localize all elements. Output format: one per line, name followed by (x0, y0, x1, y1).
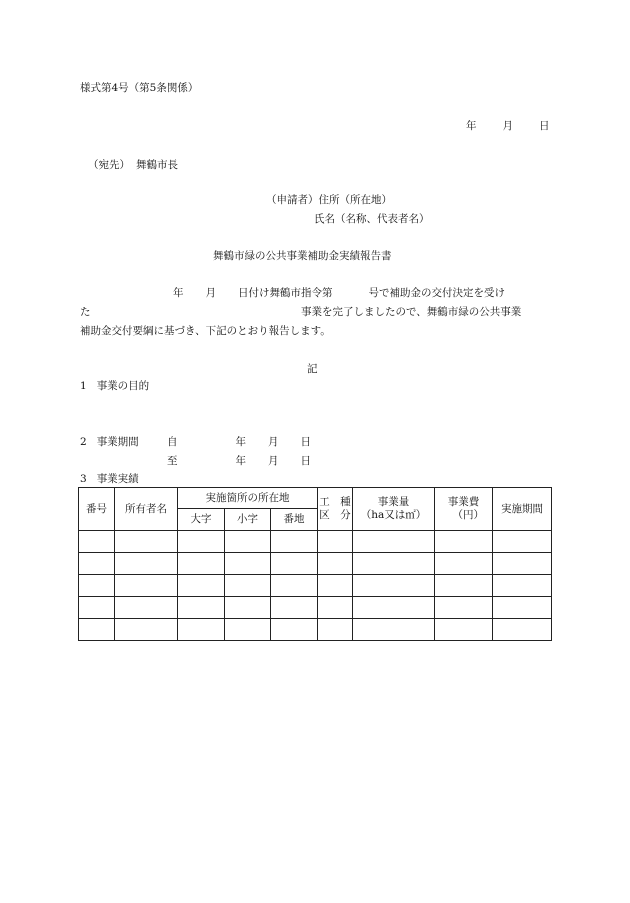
body-directive: 日付け舞鶴市指令第 (238, 287, 333, 299)
table-cell[interactable] (79, 531, 115, 553)
item-2-num: 2 (80, 436, 87, 448)
period-from-label: 自 (167, 436, 178, 448)
header-amount-bottom: （ha又は㎡） (360, 509, 427, 521)
table-cell[interactable] (115, 531, 178, 553)
body-line-2: 事業を完了しましたので、舞鶴市緑の公共事業 (301, 306, 522, 318)
table-cell[interactable] (493, 553, 552, 575)
table-cell[interactable] (353, 531, 435, 553)
body-line-3: 補助金交付要綱に基づき、下記のとおり報告します。 (80, 325, 331, 337)
header-koaza: 小字 (225, 509, 271, 531)
table-cell[interactable] (178, 553, 225, 575)
table-cell[interactable] (271, 531, 318, 553)
table-cell[interactable] (318, 531, 353, 553)
item-2 (80, 435, 139, 449)
body-month: 月 (205, 287, 216, 299)
addressee (88, 158, 178, 172)
table-cell[interactable] (493, 619, 552, 641)
table-cell[interactable] (225, 531, 271, 553)
table-cell[interactable] (79, 575, 115, 597)
period-to-month: 月 (268, 455, 279, 467)
table-cell[interactable] (435, 553, 493, 575)
date-line (466, 119, 550, 133)
table-cell[interactable] (178, 531, 225, 553)
period-to (167, 454, 311, 468)
item-3-num: 3 (80, 473, 87, 485)
table-cell[interactable] (435, 619, 493, 641)
header-amount (353, 488, 435, 531)
table-cell[interactable] (115, 597, 178, 619)
period-from-year: 年 (235, 436, 246, 448)
table-cell[interactable] (435, 575, 493, 597)
header-cost (435, 488, 493, 531)
table-cell[interactable] (353, 575, 435, 597)
table-cell[interactable] (318, 619, 353, 641)
period-from-month: 月 (268, 436, 279, 448)
body-decision: 号で補助金の交付決定を受け (368, 287, 505, 299)
table-cell[interactable] (271, 597, 318, 619)
table-cell[interactable] (271, 553, 318, 575)
table-row (79, 575, 552, 597)
period-to-year: 年 (235, 455, 246, 467)
body-line-2-head: た (80, 306, 91, 318)
addressee-label: （宛先） (88, 159, 130, 171)
item-3 (80, 472, 139, 486)
item-1 (80, 379, 149, 393)
item-1-label: 事業の目的 (96, 380, 150, 392)
header-kind-bottom: 区 分 (319, 509, 351, 521)
table-row (79, 597, 552, 619)
header-period: 実施期間 (493, 488, 552, 531)
item-3-label: 事業実績 (96, 473, 139, 485)
period-to-label: 至 (167, 455, 178, 467)
table-cell[interactable] (493, 575, 552, 597)
table-cell[interactable] (178, 575, 225, 597)
table-cell[interactable] (318, 597, 353, 619)
header-cost-bottom: （円） (452, 509, 485, 521)
header-amount-top: 事業量 (377, 496, 410, 508)
table-cell[interactable] (271, 575, 318, 597)
period-from-day: 日 (300, 436, 311, 448)
header-number: 番号 (79, 488, 115, 531)
results-table (78, 487, 552, 641)
table-cell[interactable] (79, 597, 115, 619)
table-cell[interactable] (435, 531, 493, 553)
date-month: 月 (502, 120, 513, 132)
header-cost-top: 事業費 (447, 496, 480, 508)
date-year: 年 (466, 120, 477, 132)
header-kind (318, 488, 353, 531)
date-day: 日 (539, 120, 550, 132)
body-line-1 (173, 286, 505, 300)
table-row (79, 553, 552, 575)
table-cell[interactable] (115, 575, 178, 597)
table-cell[interactable] (271, 619, 318, 641)
table-cell[interactable] (225, 619, 271, 641)
table-cell[interactable] (225, 597, 271, 619)
form-number: 様式第4号（第5条関係） (80, 82, 199, 94)
table-cell[interactable] (353, 619, 435, 641)
table-cell[interactable] (115, 553, 178, 575)
applicant-name-label: 氏名（名称、代表者名） (314, 213, 430, 225)
header-kind-top: 工 種 (319, 496, 351, 508)
header-location: 実施箇所の所在地 (178, 488, 318, 509)
applicant-address-label: （申請者）住所（所在地） (266, 194, 392, 206)
table-cell[interactable] (353, 553, 435, 575)
table-row (79, 531, 552, 553)
table-cell[interactable] (435, 597, 493, 619)
document-title: 舞鶴市緑の公共事業補助金実績報告書 (213, 250, 392, 262)
ki-heading: 記 (307, 363, 318, 375)
table-cell[interactable] (79, 619, 115, 641)
table-cell[interactable] (493, 597, 552, 619)
table-cell[interactable] (178, 619, 225, 641)
table-cell[interactable] (318, 553, 353, 575)
table-cell[interactable] (353, 597, 435, 619)
item-1-num: 1 (80, 380, 87, 392)
table-cell[interactable] (318, 575, 353, 597)
body-year: 年 (173, 287, 184, 299)
item-2-label: 事業期間 (96, 436, 139, 448)
table-cell[interactable] (225, 553, 271, 575)
table-row (79, 619, 552, 641)
header-banchi: 番地 (271, 509, 318, 531)
table-cell[interactable] (493, 531, 552, 553)
header-owner: 所有者名 (115, 488, 178, 531)
table-body (79, 531, 552, 641)
table-cell[interactable] (115, 619, 178, 641)
table-cell[interactable] (79, 553, 115, 575)
header-oaza: 大字 (178, 509, 225, 531)
period-from (167, 435, 311, 449)
table-cell[interactable] (225, 575, 271, 597)
period-to-day: 日 (300, 455, 311, 467)
addressee-name: 舞鶴市長 (136, 159, 178, 171)
table-cell[interactable] (178, 597, 225, 619)
